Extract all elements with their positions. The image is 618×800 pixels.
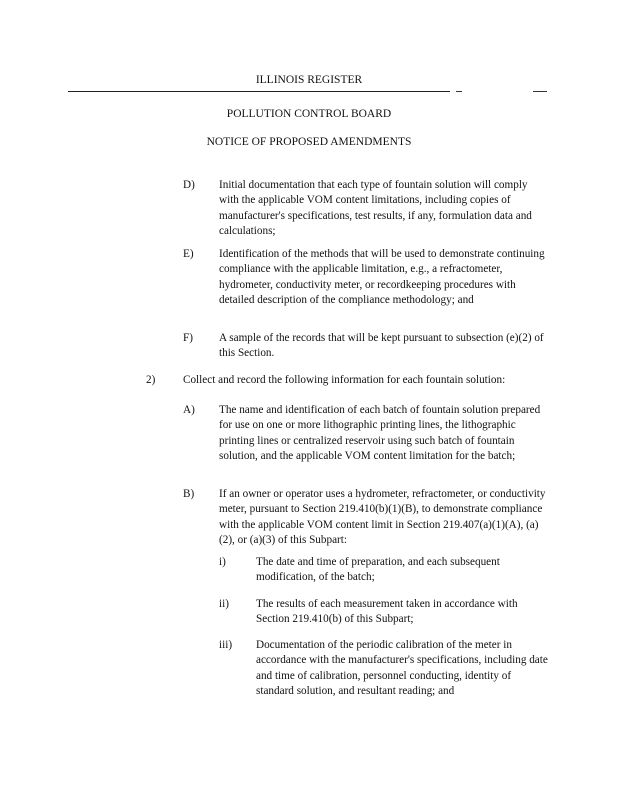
item-label-b: B)	[183, 488, 195, 500]
notice-title: NOTICE OF PROPOSED AMENDMENTS	[206, 136, 412, 148]
header-rule-mark	[533, 91, 547, 92]
item-text-e: Identification of the methods that will be used to demonstrate continuing compliance with the applicable limitation, e.g., a refractometer, hydrometer, conductivity meter, or recordkeeping procedures with detailed description of the compliance methodology; and	[219, 248, 545, 307]
board-title: POLLUTION CONTROL BOARD	[226, 108, 392, 120]
item-text-f: A sample of the records that will be kept pursuant to subsection (e)(2) of this Section.	[219, 332, 544, 360]
item-text-iii: Documentation of the periodic calibration of the meter in accordance with the manufacturer's specifications, including date and time of calibration, personnel conducting, identity of standard solution, and resultant reading; and	[256, 639, 548, 698]
item-text-i: The date and time of preparation, and each subsequent modification, of the batch;	[256, 556, 500, 584]
header-rule	[68, 91, 450, 92]
item-text-a: The name and identification of each batch of fountain solution prepared for use on one or more lithographic printing lines, the lithographic printing lines or centralized reservoir using such batch of fountain solution, and the applicable VOM content limitation for the batch;	[219, 404, 541, 463]
item-text-2: Collect and record the following information for each fountain solution:	[183, 374, 506, 386]
item-label-iii: iii)	[219, 639, 233, 651]
item-label-ii: ii)	[219, 598, 229, 610]
register-title: ILLINOIS REGISTER	[255, 74, 363, 86]
item-label-d: D)	[183, 179, 195, 191]
header-rule-tick	[456, 91, 462, 92]
item-text-d: Initial documentation that each type of fountain solution will comply with the applicable VOM content limitations, including copies of manufacturer's specifications, test results, if any, formulation data and calculations;	[219, 179, 532, 238]
item-text-ii: The results of each measurement taken in accordance with Section 219.410(b) of this Subpart;	[256, 598, 518, 626]
item-text-b: If an owner or operator uses a hydrometer, refractometer, or conductivity meter, pursuant to Section 219.410(b)(1)(B), to demonstrate compliance with the applicable VOM content limit in Section 219.407(a)(1)(A), (a)(2), or (a)(3) of this Subpart:	[219, 488, 546, 547]
item-label-2: 2)	[146, 374, 156, 386]
item-label-f: F)	[183, 332, 193, 344]
item-label-e: E)	[183, 248, 194, 260]
item-label-a: A)	[183, 404, 195, 416]
item-label-i: i)	[219, 556, 226, 568]
